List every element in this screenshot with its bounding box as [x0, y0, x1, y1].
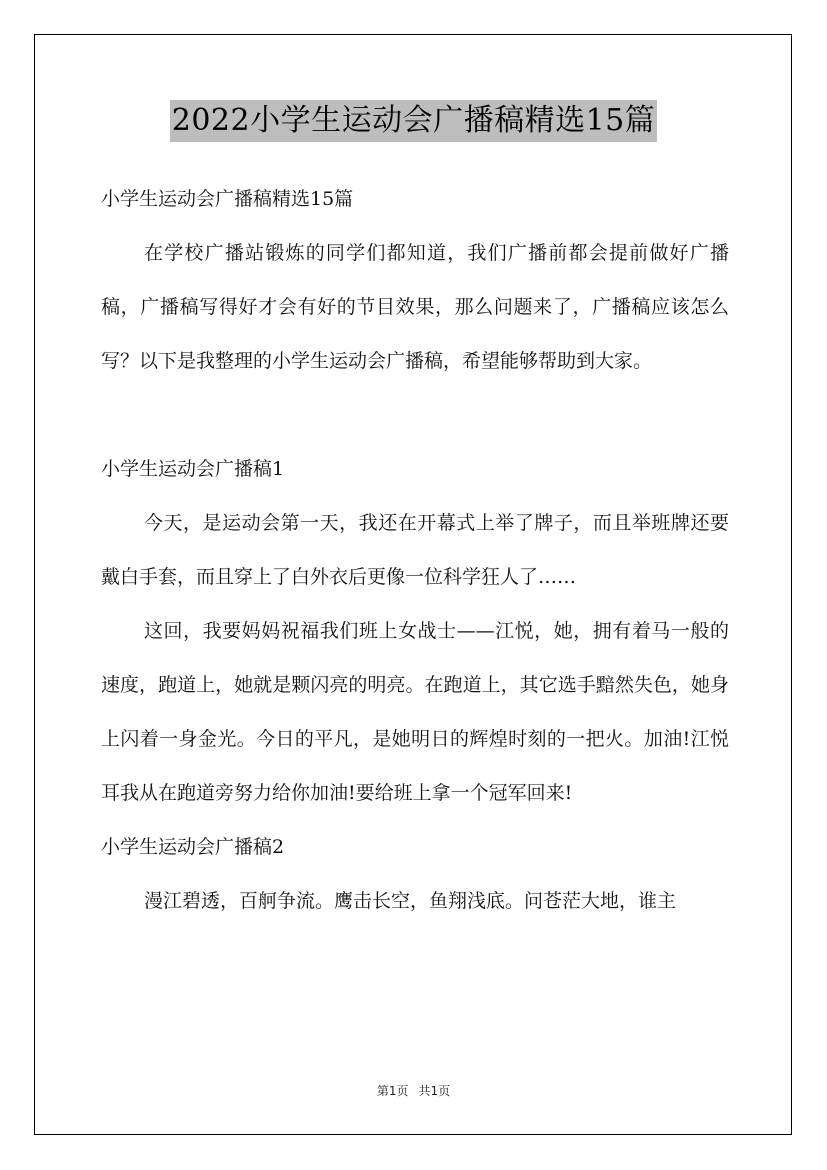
document-title: 2022小学生运动会广播稿精选15篇	[170, 100, 658, 142]
page-number: 第1页	[376, 1084, 409, 1098]
blank-line	[101, 388, 729, 442]
page-footer	[0, 1082, 827, 1100]
section-heading-1: 小学生运动会广播稿1	[101, 458, 285, 480]
section-1-paragraph-2: 这回，我要妈妈祝福我们班上女战士——江悦，她，拥有着马一般的速度，跑道上，她就是颗闪亮的明亮。在跑道上，其它选手黯然失色，她身上闪着一身金光。今日的平凡，是她明日的辉煌时刻的一把火。加油!江悦耳我从在跑道旁努力给你加油!要给班上拿一个冠军回来!	[101, 620, 729, 804]
document-body	[101, 172, 729, 928]
document-subtitle: 小学生运动会广播稿精选15篇	[101, 188, 354, 210]
section-1-paragraph-1: 今天，是运动会第一天，我还在开幕式上举了牌子，而且举班牌还要戴白手套，而且穿上了白外衣后更像一位科学狂人了……	[101, 512, 729, 588]
section-heading-2: 小学生运动会广播稿2	[101, 836, 285, 858]
title-container	[0, 100, 827, 142]
page-total: 共1页	[418, 1084, 451, 1098]
intro-paragraph: 在学校广播站锻炼的同学们都知道，我们广播前都会提前做好广播稿，广播稿写得好才会有好的节目效果，那么问题来了，广播稿应该怎么写？以下是我整理的小学生运动会广播稿，希望能够帮助到大家。	[101, 242, 729, 372]
section-2-paragraph-1: 漫江碧透，百舸争流。鹰击长空，鱼翔浅底。问苍茫大地，谁主	[144, 890, 677, 912]
